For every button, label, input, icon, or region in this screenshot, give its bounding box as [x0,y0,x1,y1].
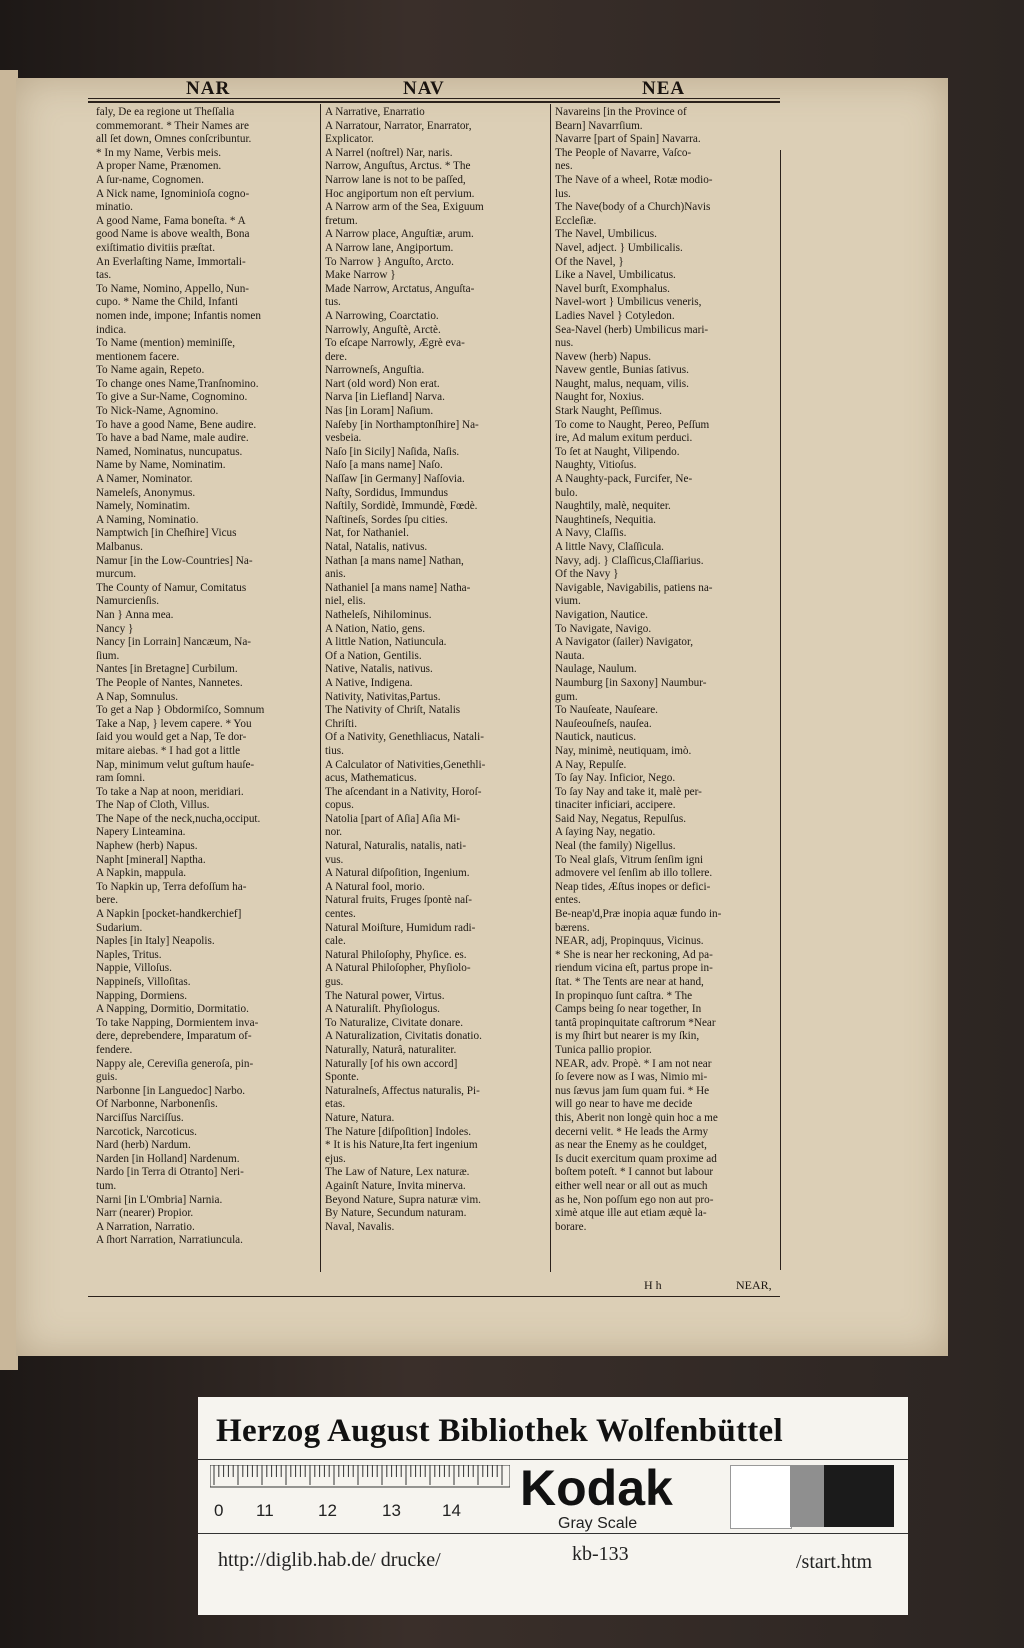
entry-line: A little Nation, Natiuncula. [325,636,447,649]
entry-line: gum. [555,690,578,703]
entry-line: commemorant. * Their Names are [96,119,249,132]
center-column [325,106,547,1272]
entry-line: tius. [325,744,344,757]
entry-line: Of the Navel, } [555,255,624,268]
entry-line: Naples, Tritus. [96,948,162,961]
column-rule-1 [320,104,321,1272]
entry-line: Naughtily, malè, nequiter. [555,500,671,513]
entry-line: as he, Non poſſum ego non aut pro- [555,1193,714,1206]
entry-line: Navel, adject. } Umbilicalis. [555,241,683,254]
entry-line: To ſay Nay and take it, malè per- [555,785,702,798]
entry-line: The People of Nantes, Nannetes. [96,676,243,689]
entry-line: ire, Ad malum exitum perduci. [555,432,693,445]
entry-line: The Navel, Umbilicus. [555,228,657,241]
entry-line: either well near or all out as much [555,1179,708,1192]
entry-line: will go near to have me decide [555,1098,693,1111]
entry-line: Nardo [in Terra di Otranto] Neri- [96,1166,244,1179]
entry-line: gus. [325,976,344,988]
entry-line: Naturally [of his own accord] [325,1057,458,1070]
entry-line: In propinquo ſunt caſtra. * The [555,989,693,1002]
entry-line: as near the Enemy as he couldget, [555,1139,707,1152]
entry-line: Navel-wort } Umbilicus veneris, [555,296,702,309]
entry-line: The aſcendant in a Nativity, Horoſ- [325,785,482,798]
entry-line: Chriſti. [325,717,358,730]
entry-line: ſo ſevere now as I was, Nimio mi- [555,1071,708,1084]
entry-line: Nautick, nauticus. [555,731,637,744]
entry-line: Narni [in L'Ombria] Narnia. [96,1193,223,1206]
entry-line: Explicator. [325,133,374,146]
entry-line: To Naturalize, Civitate donare. [325,1016,464,1029]
entry-line: A proper Name, Prænomen. [96,160,222,173]
entry-line: Namptwich [in Cheſhire] Vicus [96,527,237,540]
entry-line: Naſtineſs, Sordes ſpu cities. [325,513,448,526]
left-column [96,106,318,1272]
entry-line: The Nave of a wheel, Rotæ modio- [555,173,713,186]
entry-line: Napht [mineral] Naptha. [96,853,206,866]
entry-line: Narrow lane is not to be paſſed, [325,173,466,186]
entry-line: Natal, Natalis, nativus. [325,541,428,553]
ruler-number: 0 [214,1501,224,1520]
card-divider-2 [198,1533,908,1534]
ruler-number: 11 [256,1501,274,1520]
entry-line: To come to Naught, Pereo, Peſſum [555,418,710,431]
ruler-number: 12 [318,1501,337,1520]
entry-line: nor. [325,826,343,839]
entry-line: Camps being ſo near together, In [555,1003,702,1016]
entry-line: A Naughty-pack, Furcifer, Ne- [555,473,693,486]
entry-line: To get a Nap } Obdormiſco, Somnum [96,704,265,717]
entry-line: The Natural power, Virtus. [325,989,445,1002]
entry-line: Nancy } [96,622,134,635]
entry-line: ſaid you would get a Nap, Te dor- [96,731,247,744]
url-suffix: /start.htm [796,1551,873,1573]
entry-line: admovere vel ſenſim ab illo tollere. [555,867,713,880]
entry-line: Napping, Dormiens. [96,989,188,1002]
entry-line: faly, De ea regione ut Theſſalia [96,106,235,118]
entry-line: Namur [in the Low-Countries] Na- [96,554,253,567]
entry-line: * It is his Nature,Ita fert ingenium [325,1139,478,1152]
entry-line: To Name (mention) meminiſſe, [96,337,236,350]
entry-line: NEAR, adj, Propinquus, Vicinus. [555,935,704,948]
entry-line: Navel burſt, Exomphalus. [555,282,670,295]
entry-line: Nap, minimum velut guſtum hauſe- [96,758,255,771]
entry-line: Nard (herb) Nardum. [96,1139,191,1152]
shelfmark: kb-133 [572,1543,629,1565]
entry-line: Namely, Nominatim. [96,500,191,513]
entry-line: Navew gentle, Bunias ſativus. [555,364,689,377]
entry-line: Naples [in Italy] Neapolis. [96,935,215,948]
entry-line: Tunica pallio propior. [555,1043,652,1056]
entry-line: Nantes [in Bretagne] Curbilum. [96,663,238,676]
entry-line: The Nature [diſpoſition] Indoles. [325,1125,472,1138]
column-rule-2 [550,104,551,1272]
entry-line: Hoc angiportum non eſt pervium. [325,187,475,200]
entry-line: A Calculator of Nativities,Genethli- [325,758,486,771]
entry-line: Like a Navel, Umbilicatus. [555,269,676,282]
entry-line: Eccleſiæ. [555,214,597,227]
entry-line: Naught, malus, nequam, vilis. [555,377,689,390]
entry-line: Natural fruits, Fruges ſpontè naſ- [325,894,472,907]
entry-line: Narciſſus Narciſſus. [96,1111,184,1124]
header-rule-thin [88,98,780,99]
entry-line: Nauſeouſneſs, nauſea. [555,717,652,730]
entry-line: guis. [96,1071,118,1084]
entry-line: A Nick name, Ignominioſa cogno- [96,187,250,200]
header-rule [88,101,780,103]
entry-line: tinaciter inficiari, accipere. [555,799,676,812]
entry-line: To change ones Name,Tranſnomino. [96,377,259,390]
entry-line: A Narrative, Enarratio [325,106,425,118]
entry-line: A Nation, Natio, gens. [325,622,426,635]
entry-line: Nat, for Nathaniel. [325,527,409,540]
entry-line: Be-neap'd,Præ inopia aquæ fundo in- [555,908,722,921]
entry-line: Said Nay, Negatus, Repulſus. [555,812,687,825]
entry-line: Sponte. [325,1071,359,1084]
entry-line: Beyond Nature, Supra naturæ vim. [325,1193,481,1206]
entry-line: A little Navy, Claſſicula. [555,541,664,553]
entry-line: lus. [555,187,571,200]
entry-line: Narrowly, Anguſtè, Arctè. [325,323,441,336]
entry-line: An Everlaſting Name, Immortali- [96,255,246,268]
entry-line: nomen inde, impone; Infantis nomen [96,309,261,322]
entry-line: Neap tides, Æſtus inopes or defici- [555,880,711,893]
entry-line: Naughty, Vitioſus. [555,459,637,472]
entry-line: nus. [555,337,574,350]
entry-line: Natural, Naturalis, natalis, nati- [325,840,467,853]
gray-scale-label: Gray Scale [558,1515,638,1532]
entry-line: entes. [555,894,581,907]
entry-line: Nay, minimè, neutiquam, imò. [555,744,692,757]
entry-line: Sudarium. [96,921,143,934]
entry-line: copus. [325,799,354,812]
entry-line: The Law of Nature, Lex naturæ. [325,1166,470,1179]
entry-line: Navigation, Nautice. [555,608,648,621]
entry-line: A Narration, Narratio. [96,1220,195,1233]
entry-line: Narrowneſs, Anguſtia. [325,364,425,377]
entry-line: Againſt Nature, Invita minerva. [325,1179,466,1192]
entry-line: A Native, Indigena. [325,676,413,689]
entry-line: Narva [in Liefland] Narva. [325,391,445,404]
entry-line: Navew (herb) Napus. [555,350,651,363]
entry-line: The People of Navarre, Vaſco- [555,146,692,159]
entry-line: etas. [325,1098,346,1111]
entry-line: ſtat. * The Tents are near at hand, [555,976,704,988]
entry-line: Navigable, Navigabilis, patiens na- [555,581,713,594]
entry-line: Of the Navy } [555,568,619,581]
entry-line: exiſtimatio divitiis præſtat. [96,241,216,254]
entry-line: Bearn] Navarrſium. [555,119,643,132]
entry-line: A Naming, Nominatio. [96,513,199,526]
entry-line: By Nature, Secundum naturam. [325,1207,467,1220]
entry-line: ejus. [325,1152,346,1165]
entry-line: Narrow, Anguſtus, Arctus. * The [325,160,471,173]
entry-line: To have a good Name, Bene audire. [96,418,257,431]
entry-line: fendere. [96,1043,133,1056]
swatch-white [730,1465,792,1529]
entry-line: A Namer, Nominator. [96,473,193,486]
entry-line: Nart (old word) Non erat. [325,377,440,390]
header-center: NAV [403,78,445,99]
entry-line: A ſur-name, Cognomen. [96,173,204,186]
entry-line: Narden [in Holland] Nardenum. [96,1152,240,1165]
entry-line: Nappineſs, Villoſitas. [96,976,191,988]
entry-line: Nappie, Villoſus. [96,962,172,975]
entry-line: Navarre [part of Spain] Navarra. [555,133,701,146]
entry-line: cupo. * Name the Child, Infanti [96,296,238,309]
entry-line: A Narratour, Narrator, Enarrator, [325,119,472,132]
entry-line: Naturalneſs, Affectus naturalis, Pi- [325,1084,480,1097]
entry-line: To Name, Nomino, Appello, Nun- [96,282,250,295]
entry-line: this, Aberit non longè quin hoc a me [555,1111,718,1124]
entry-line: A Navigator (ſailer) Navigator, [555,636,694,649]
entry-line: Nathaniel [a mans name] Natha- [325,581,471,594]
entry-line: A Napping, Dormitio, Dormitatio. [96,1003,249,1016]
entry-line: Stark Naught, Peſſimus. [555,405,662,418]
entry-line: acus, Mathematicus. [325,772,417,785]
entry-line: Natural Philoſophy, Phyſice. es. [325,948,467,961]
entry-line: A ſhort Narration, Narratiuncula. [96,1234,243,1247]
entry-line: The County of Namur, Comitatus [96,581,247,594]
ruler-number: 13 [382,1501,401,1520]
entry-line: Is ducit exercitum quam proxime ad [555,1152,717,1165]
scan-target-card [198,1397,908,1615]
entry-line: To give a Sur-Name, Cognomino. [96,391,248,404]
entry-line: Narcotick, Narcoticus. [96,1125,197,1138]
entry-line: A Narrow place, Anguſtiæ, arum. [325,228,474,241]
entry-line: decerni velit. * He leads the Army [555,1125,709,1138]
entry-line: To Navigate, Navigo. [555,622,652,635]
entry-line: vium. [555,595,581,608]
entry-line: Naſty, Sordidus, Immundus [325,486,448,499]
entry-line: cale. [325,935,346,948]
entry-line: Natheleſs, Nihilominus. [325,608,432,621]
entry-line: Nathan [a mans name] Nathan, [325,554,464,567]
entry-line: To eſcape Narrowly, Ægrè eva- [325,337,465,350]
entry-line: Naſo [in Sicily] Naſida, Naſis. [325,445,460,458]
entry-line: The Nap of Cloth, Villus. [96,799,210,812]
entry-line: Nameleſs, Anonymus. [96,486,196,499]
entry-line: Natural Moiſture, Humidum radi- [325,921,476,934]
entry-line: Named, Nominatus, nuncupatus. [96,445,243,458]
entry-line: nes. [555,160,573,173]
entry-line: A Natural diſpoſition, Ingenium. [325,867,470,880]
entry-line: A Napkin, mappula. [96,867,187,880]
entry-line: The Nave(body of a Church)Navis [555,201,711,214]
entry-line: Naught for, Noxius. [555,391,645,404]
entry-line: A Napkin [pocket-handkerchief] [96,908,242,921]
entry-line: To Neal glaſs, Vitrum ſenſim igni [555,853,704,866]
entry-line: Narr (nearer) Propior. [96,1207,194,1220]
entry-line: minatio. [96,201,133,214]
entry-line: Narbonne [in Languedoc] Narbo. [96,1084,246,1097]
entry-line: vus. [325,853,344,866]
entry-line: boſtem poteſt. * I cannot but labour [555,1166,714,1179]
entry-line: ximè atque ille aut etiam æquè la- [555,1207,707,1220]
entry-line: Of a Nation, Gentilis. [325,649,422,662]
entry-line: A Naturalization, Civitatis donatio. [325,1030,482,1043]
entry-line: Nan } Anna mea. [96,608,174,621]
entry-line: Of a Nativity, Genethliacus, Natali- [325,731,484,744]
entry-line: fretum. [325,214,358,227]
entry-line: A Nap, Somnulus. [96,690,179,703]
entry-line: Nature, Natura. [325,1111,395,1124]
entry-line: Naſeby [in Northamptonſhire] Na- [325,418,479,431]
entry-line: A ſaying Nay, negatio. [555,826,656,839]
entry-line: Naumburg [in Saxony] Naumbur- [555,676,707,689]
entry-line: A Narrel (noſtrel) Nar, naris. [325,146,453,159]
signature-mark: H h [644,1278,662,1292]
entry-line: Naval, Navalis. [325,1220,395,1233]
entry-line: mentionem facere. [96,350,180,363]
kodak-logo: Kodak [520,1460,673,1516]
entry-line: Nativity, Nativitas,Partus. [325,690,441,703]
entry-line: To take Napping, Dormientem inva- [96,1016,259,1029]
entry-line: Naſo [a mans name] Naſo. [325,459,443,472]
entry-line: To take a Nap at noon, meridiari. [96,785,244,798]
entry-line: A Natural fool, morio. [325,880,425,893]
header-right: NEA [642,78,686,99]
entry-line: Natolia [part of Aſia] Aſia Mi- [325,812,461,825]
entry-line: mitare aiebas. * I had got a little [96,744,241,757]
entry-line: bærens. [555,921,590,934]
entry-line: Naſtily, Sordidè, Immundè, Fœdè. [325,500,478,513]
entry-line: all ſet down, Omnes conſcribuntur. [96,133,252,146]
entry-line: A Natural Philoſopher, Phyſiolo- [325,962,471,975]
entry-line: To ſay Nay. Inficior, Nego. [555,772,676,785]
entry-line: The Nativity of Chriſt, Natalis [325,704,461,717]
entry-line: dere. [325,350,348,363]
entry-line: Nas [in Loram] Naſium. [325,405,434,418]
header-left: NAR [186,78,231,99]
right-column [555,106,777,1272]
entry-line: Nappy ale, Cereviſia generoſa, pin- [96,1057,254,1070]
entry-line: good Name is above wealth, Bona [96,228,250,241]
entry-line: nus ſævus jam ſum quam fui. * He [555,1084,710,1097]
entry-line: murcum. [96,568,137,581]
entry-line: Naughtineſs, Nequitia. [555,513,656,526]
entry-line: bere. [96,894,119,907]
catchword: NEAR, [736,1278,772,1292]
entry-line: Name by Name, Nominatim. [96,459,226,472]
entry-line: Made Narrow, Arctatus, Anguſta- [325,282,475,295]
entry-line: Navareins [in the Province of [555,106,687,118]
entry-line: Navy, adj. } Claſſicus,Claſſiarius. [555,554,704,567]
entry-line: A Navy, Claſſis. [555,527,627,540]
entry-line: tus. [325,296,341,309]
entry-line: Nauta. [555,649,585,662]
entry-line: To have a bad Name, male audire. [96,432,249,445]
entry-line: Take a Nap, } levem capere. * You [96,717,252,730]
entry-line: tas. [96,269,112,282]
entry-line: To Nick-Name, Agnomino. [96,405,219,418]
entry-line: A Naturaliſt. Phyſiologus. [325,1003,440,1016]
entry-line: The Nape of the neck,nucha,occiput. [96,812,261,825]
entry-line: To Name again, Repeto. [96,364,205,377]
entry-line: To ſet at Naught, Vilipendo. [555,445,680,458]
entry-line: dere, deprebendere, Imparatum of- [96,1030,252,1043]
entry-line: Naphew (herb) Napus. [96,840,198,853]
swatch-gray [790,1465,824,1527]
entry-line: tum. [96,1179,117,1192]
entry-line: Sea-Navel (herb) Umbilicus mari- [555,323,709,336]
entry-line: anis. [325,568,346,581]
entry-line: niel, elis. [325,595,366,608]
entry-line: Ladies Navel } Cotyledon. [555,309,675,322]
entry-line: To Napkin up, Terra defoſſum ha- [96,880,247,893]
library-title: Herzog August Bibliothek Wolfenbüttel [216,1413,783,1449]
entry-line: ram ſomni. [96,772,146,785]
entry-line: centes. [325,908,356,921]
entry-line: Native, Natalis, nativus. [325,663,433,676]
entry-line: * She is near her reckoning, Ad pa- [555,948,713,961]
entry-line: Neal (the family) Nigellus. [555,840,676,853]
entry-line: Of Narbonne, Narbonenſis. [96,1098,218,1111]
entry-line: Malbanus. [96,541,143,553]
entry-line: To Narrow } Anguſto, Arcto. [325,255,454,268]
entry-line: Napery Lintеamina. [96,826,186,839]
entry-line: bulo. [555,486,578,499]
entry-line: vesbeia. [325,432,362,445]
footer-rule [88,1296,780,1297]
entry-line: To Nauſeate, Nauſeare. [555,704,658,717]
entry-line: A Nay, Repulſe. [555,758,627,771]
entry-line: NEAR, adv. Propè. * I am not near [555,1057,712,1070]
entry-line: A good Name, Fama boneſta. * A [96,214,246,227]
entry-line: Nancy [in Lorrain] Nancæum, Na- [96,636,252,649]
ruler-scale [210,1465,510,1505]
entry-line: Naturally, Naturâ, naturaliter. [325,1043,457,1056]
source-url: http://diglib.hab.de/ drucke/ [218,1549,441,1571]
entry-line: Naulage, Naulum. [555,663,637,676]
entry-line: tantâ propinquitate caſtrorum *Near [555,1016,716,1029]
entry-line: A Narrow arm of the Sea, Exiguum [325,201,484,214]
entry-line: Namurcienſis. [96,595,160,608]
entry-line: A Narrow lane, Angiportum. [325,241,454,254]
entry-line: riendum vicina eſt, partus prope in- [555,962,713,975]
entry-line: Make Narrow } [325,269,396,282]
entry-line: * In my Name, Verbis meis. [96,146,222,159]
entry-line: is my ſhirt but nearer is my ſkin, [555,1030,700,1043]
entry-line: Naſſaw [in Germany] Naſſovia. [325,473,465,486]
entry-line: borare. [555,1220,587,1233]
entry-line: indica. [96,323,127,336]
entry-line: ſium. [96,649,120,662]
ruler-number: 14 [442,1501,461,1520]
swatch-black [824,1465,894,1527]
column-rule-3 [780,150,781,1270]
entry-line: A Narrowing, Coarctatio. [325,309,439,322]
